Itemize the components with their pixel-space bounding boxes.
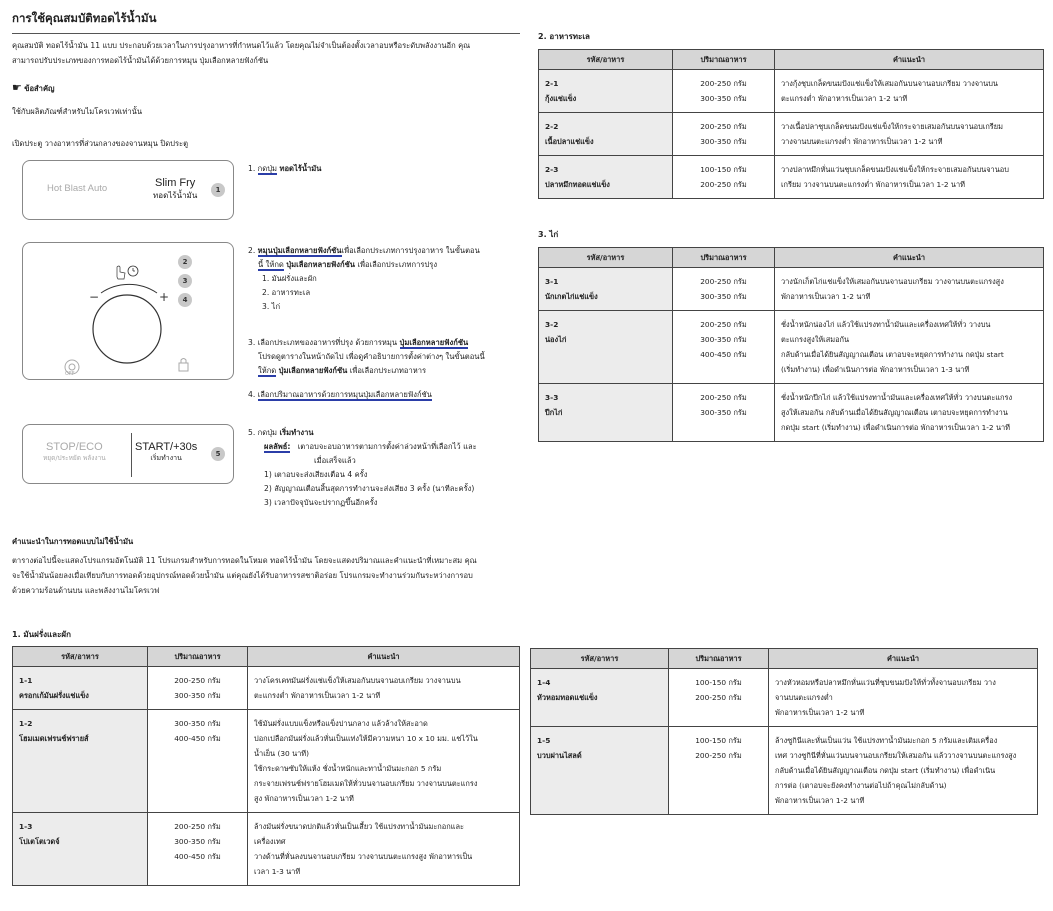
table-row: 2-2 เนื้อปลาแช่แข็ง 200-250 กรัม 300-350 กรัม วางเนื้อปลาชุบเกล็ดขนมปังแช่แข็งให้กระจายเสมอกันบนจานอบเกรียม วางจานบนตะแกรงต่ำ พักอาหารเป็นเวลา 1-2 นาที bbox=[539, 113, 1044, 156]
step-3: 3. เลือกประเภทของอาหารที่ปรุง ด้วยการหมุน ปุ่มเลือกหลายฟังก์ชัน โปรดดูตารางในหน้าถัดไป เพื่อดูคำอธิบายการตั้งค่าต่างๆ ในขั้นตอนนี้ ให้กด ปุ่มเลือกหลายฟังก์ชัน เพื่อเลือกประเภทอาหาร bbox=[248, 338, 485, 375]
step-badge: 5 bbox=[211, 447, 225, 461]
table-header-row: รหัส/อาหาร ปริมาณอาหาร คำแนะนำ bbox=[539, 248, 1044, 268]
list-item: 1. มันฝรั่งและผัก bbox=[262, 274, 317, 283]
list-item: 3. ไก่ bbox=[262, 302, 281, 311]
divider bbox=[131, 433, 132, 477]
panel-slim-fry bbox=[22, 160, 234, 220]
list-item: 1) เตาอบจะส่งเสียงเตือน 4 ครั้ง bbox=[264, 470, 368, 479]
dial-graphic bbox=[23, 243, 235, 381]
table-seafood bbox=[538, 49, 1044, 199]
important-text: ใช้กับผลิตภัณฑ์สำหรับไมโครเวฟเท่านั้น bbox=[12, 107, 143, 116]
table-row: 1-2 โฮมเมดเฟรนช์ฟรายส์ 300-350 กรัม 400-450 กรัม ใช้มันฝรั่งแบบแข็งหรือแข็งปานกลาง แล้วล้างให้สะอาด ปอกเปลือกมันฝรั่งแล้วหั่นเป็นแท่งให้มีความหนา 10 x 10 มม. แช่ไว้ใน น้ำเย็น (30 นาที) ใช้กระดาษซับให้แห้ง ชั่งน้ำหนักและทาน้ำมันมะกอก 5 กรัม กระจายเฟรนช์ฟรายโฮมเมดให้ทั่วบนจานอบเกรียม วางจานบนตะแกรง สูง พักอาหารเป็นเวลา 1-2 นาที bbox=[13, 710, 520, 813]
hand-icon bbox=[117, 266, 125, 279]
hot-blast-auto-button[interactable]: Hot Blast Auto bbox=[47, 183, 108, 194]
table-row: 1-5 บวบฝานไสลด์ 100-150 กรัม 200-250 กรัม ล้างซูกินีและหั่นเป็นแว่น ใช้แปรงทาน้ำมันมะกอก 5 กรัมและเติมเครื่อง เทศ วางซูกินีที่หั่นแว่นบนจานอบเกรียมให้เสมอกัน แล้ววางจานบนตะแกรงสูง กลับด้านเมื่อได้ยินสัญญาณเตือน กดปุ่ม start (เริ่มทำงาน) เพื่อดำเนิน การต่อ (เตาอบจะยังคงทำงานต่อไปถ้าคุณไม่กลับด้าน) พักอาหารเป็นเวลา 1-2 นาที bbox=[531, 727, 1038, 815]
open-door-text: เปิดประตู วางอาหารที่ส่วนกลางของจานหมุน ปิดประตู bbox=[12, 139, 189, 148]
section-title: 3. ไก่ bbox=[538, 230, 559, 239]
minus-sign: − bbox=[89, 290, 100, 304]
step-1: 1. กดปุ่ม ทอดไร้น้ำมัน bbox=[248, 164, 322, 173]
step-2: 2. หมุนปุ่มเลือกหลายฟังก์ชันเพื่อเลือกประเภทการปรุงอาหาร ในขั้นตอน นี้ ให้กด ปุ่มเลือกหลายฟังก์ชัน เพื่อเลือกประเภทการปรุง 1. มันฝรั่งและผัก 2. อาหารทะเล 3. ไก่ bbox=[248, 244, 520, 314]
important-note: ☛ ข้อสำคัญ bbox=[12, 81, 55, 94]
lock-icon bbox=[179, 363, 188, 371]
dial-arc bbox=[101, 284, 157, 293]
intro-paragraph: คุณสมบัติ ทอดไร้น้ำมัน 11 แบบ ประกอบด้วยเวลาในการปรุงอาหารที่กำหนดไว้แล้ว โดยคุณไม่จำเป็นต้องตั้งเวลาอบหรือระดับพลังงานอีก คุณ สามารถปรับประเภทของการทอดไร้น้ำมันได้ด้วยการหมุน ปุ่มเลือกหลายฟังก์ชัน bbox=[12, 41, 471, 65]
table-row: 3-1 นักเกตไก่แช่แข็ง 200-250 กรัม 300-350 กรัม วางนักเก็ตไก่แช่แข็งให้เสมอกันบนจานอบเกรียม วางจานบนตะแกรงสูง พักอาหารเป็นเวลา 1-2 นาที bbox=[539, 268, 1044, 311]
plus-sign: + bbox=[159, 290, 170, 304]
table-row: 1-1 ครอกเก้มันฝรั่งแช่แข็ง 200-250 กรัม 300-350 กรัม วางโครเคทมันฝรั่งแช่แข็งให้เสมอกันบนจานอบเกรียม วางจานบน ตะแกรงต่ำ พักอาหารเป็นเวลา 1-2 นาที bbox=[13, 667, 520, 710]
table-row: 1-3 โปเตโตเวดจ์ 200-250 กรัม 300-350 กรัม 400-450 กรัม ล้างมันฝรั่งขนาดปกติแล้วหั่นเป็นเสี้ยว ใช้แปรงทาน้ำมันมะกอกและ เครื่องเทศ วางด้านที่หั่นลงบนจานอบเกรียม วางจานบนตะแกรงสูง พักอาหารเป็น เวลา 1-3 นาที bbox=[13, 813, 520, 886]
guide-section: คำแนะนำในการทอดแบบไม่ใช้น้ำมัน ตารางต่อไปนี้จะแสดงโปรแกรมอัตโนมัติ 11 โปรแกรมสำหรับการทอดในโหมด ทอดไร้น้ำมัน โดยจะแสดงปริมาณและคำแนะนำที่เหมาะสม คุณ จะใช้น้ำมันน้อยลงเมื่อเทียบกับการทอดด้วยอุปกรณ์ทอดด้วยน้ำมัน แต่คุณยังได้รับอาหารรสชาติอร่อย โปรแกรมจะทำงานร่วมกันระหว่างการอบ ด้วยความร้อนด้านบน และพลังงานไมโครเวฟ bbox=[12, 537, 477, 595]
step-badge: 4 bbox=[178, 293, 192, 307]
multi-function-dial[interactable] bbox=[93, 295, 161, 363]
panel-start bbox=[22, 424, 234, 484]
step-5: 5. กดปุ่ม เริ่มทำงาน ผลลัพธ์: เตาอบจะอบอาหารตามการตั้งค่าล่วงหน้าที่เลือกไว้ และ เมื่อเสร็จแล้ว 1) เตาอบจะส่งเสียงเตือน 4 ครั้ง 2) สัญญาณเตือนสิ้นสุดการทำงานจะส่งเสียง 3 ครั้ง (นาทีละครั้ง) 3) เวลาปัจจุบันจะปรากฏขึ้นอีกครั้ง bbox=[248, 426, 520, 510]
table-header-row: รหัส/อาหาร ปริมาณอาหาร คำแนะนำ bbox=[539, 50, 1044, 70]
off-label: OFF bbox=[65, 371, 75, 377]
list-item: 2) สัญญาณเตือนสิ้นสุดการทำงานจะส่งเสียง 3 ครั้ง (นาทีละครั้ง) bbox=[264, 484, 475, 493]
table-row: 3-2 น่องไก่ 200-250 กรัม 300-350 กรัม 400-450 กรัม ชั่งน้ำหนักน่องไก่ แล้วใช้แปรงทาน้ำมันและเครื่องเทศให้ทั่ว วางบน ตะแกรงสูงให้เสมอกัน กลับด้านเมื่อได้ยินสัญญาณเตือน เตาอบจะหยุดการทำงาน กดปุ่ม start (เริ่มทำงาน) เพื่อดำเนินการต่อ พักอาหารเป็นเวลา 1-3 นาที bbox=[539, 311, 1044, 384]
list-item: 2. อาหารทะเล bbox=[262, 288, 311, 297]
start-button[interactable]: START/+30s เริ่มทำงาน bbox=[135, 441, 198, 462]
pointing-hand-icon: ☛ bbox=[12, 81, 22, 94]
table-potato-veg bbox=[12, 646, 520, 886]
step-badge: 1 bbox=[211, 183, 225, 197]
table-header-row: รหัส/อาหาร ปริมาณอาหาร คำแนะนำ bbox=[531, 649, 1038, 669]
page-title: การใช้คุณสมบัติทอดไร้น้ำมัน bbox=[12, 10, 520, 34]
table-potato-veg-continued bbox=[530, 648, 1038, 815]
table-row: 2-1 กุ้งแช่แข็ง 200-250 กรัม 300-350 กรัม วางกุ้งชุบเกล็ดขนมปังแช่แข็งให้เสมอกันบนจานอบเกรียม วางจานบน ตะแกรงต่ำ พักอาหารเป็นเวลา 1-2 นาที bbox=[539, 70, 1044, 113]
table-row: 1-4 หัวหอมทอดแช่แข็ง 100-150 กรัม 200-250 กรัม วางหัวหอมหรือปลาหมึกหั่นแว่นที่ชุบขนมปังให้ทั่วทั้งจานอบเกรียม วาง จานบนตะแกรงต่ำ พักอาหารเป็นเวลา 1-2 นาที bbox=[531, 669, 1038, 727]
table-row: 2-3 ปลาหมึกทอดแช่แข็ง 100-150 กรัม 200-250 กรัม วางปลาหมึกหั่นแว่นชุบเกล็ดขนมปังแช่แข็งให้กระจายเสมอกันบนจานอบ เกรียม วางจานบนตะแกรงต่ำ พักอาหารเป็นเวลา 1-2 นาที bbox=[539, 156, 1044, 199]
step-4: 4. เลือกปริมาณอาหารด้วยการหมุนปุ่มเลือกหลายฟังก์ชัน bbox=[248, 390, 432, 399]
table-header-row: รหัส/อาหาร ปริมาณอาหาร คำแนะนำ bbox=[13, 647, 520, 667]
section-title: 2. อาหารทะเล bbox=[538, 32, 590, 41]
list-item: 3) เวลาปัจจุบันจะปรากฏขึ้นอีกครั้ง bbox=[264, 498, 378, 507]
section-title: 1. มันฝรั่งและผัก bbox=[12, 630, 71, 639]
slim-fry-button[interactable]: Slim Fry ทอดไร้น้ำมัน bbox=[153, 177, 198, 200]
panel-dial bbox=[22, 242, 234, 380]
step-badge: 2 bbox=[178, 255, 192, 269]
stop-eco-button[interactable]: STOP/ECO หยุด/ประหยัด พลังงาน bbox=[43, 441, 106, 462]
table-row: 3-3 ปีกไก่ 200-250 กรัม 300-350 กรัม ชั่งน้ำหนักปีกไก่ แล้วใช้แปรงทาน้ำมันและเครื่องเทศให้ทั่ว วางบนตะแกรง สูงให้เสมอกัน กลับด้านเมื่อได้ยินสัญญาณเตือน เตาอบจะหยุดการทำงาน กดปุ่ม start (เริ่มทำงาน) เพื่อดำเนินการต่อ พักอาหารเป็นเวลา 1-2 นาที bbox=[539, 384, 1044, 442]
table-chicken bbox=[538, 247, 1044, 442]
step-badge: 3 bbox=[178, 274, 192, 288]
